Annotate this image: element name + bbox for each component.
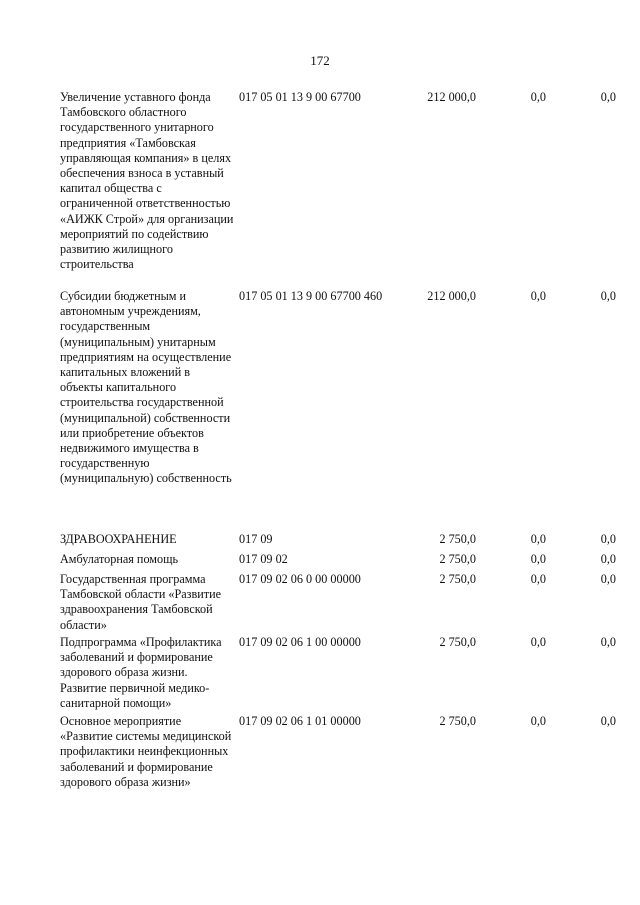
row-amount-2: 0,0	[530, 572, 546, 586]
row-amount-2: 0,0	[530, 532, 546, 546]
row-amount-1: 2 750,0	[439, 532, 476, 546]
row-name: Амбулаторная помощь	[60, 552, 179, 566]
row-code: 017 09 02	[239, 552, 288, 566]
row-name: Государственная программа Тамбовской области «Развитие здравоохранения Тамбовской области»	[60, 572, 222, 632]
row-name: Увеличение уставного фонда Тамбовского областного государственного унитарного предприятия «Тамбовская управляющая компания» в целях обеспечения взноса в уставный капитал общества с ограниченной ответственностью «АИЖК Строй» для организации мероприятий по содействию развитию жилищного строительства	[60, 90, 234, 272]
row-name: Подпрограмма «Профилактика заболеваний и формирование здорового образа жизни. Развитие первичной медико-санитарной помощи»	[60, 635, 222, 710]
row-code: 017 09 02 06 1 01 00000	[239, 714, 361, 728]
row-amount-1: 2 750,0	[439, 714, 476, 728]
row-amount-2: 0,0	[530, 635, 546, 649]
page-number: 172	[310, 53, 330, 68]
row-code: 017 05 01 13 9 00 67700 460	[239, 289, 383, 303]
row-amount-2: 0,0	[530, 90, 546, 104]
row-code: 017 09	[239, 532, 273, 546]
row-amount-3: 0,0	[600, 572, 616, 586]
row-amount-2: 0,0	[530, 714, 546, 728]
row-name: Основное мероприятие «Развитие системы медицинской профилактики неинфекционных заболеваний и формирование здорового образа жизни»	[60, 714, 232, 789]
row-code: 017 09 02 06 1 00 00000	[239, 635, 361, 649]
row-amount-1: 2 750,0	[439, 552, 476, 566]
row-amount-3: 0,0	[600, 532, 616, 546]
row-amount-3: 0,0	[600, 289, 616, 303]
row-amount-2: 0,0	[530, 552, 546, 566]
row-amount-1: 212 000,0	[427, 289, 476, 303]
row-amount-1: 212 000,0	[427, 90, 476, 104]
row-name: Субсидии бюджетным и автономным учреждениям, государственным (муниципальным) унитарным предприятиям на осуществление капитальных вложений в объекты капитального строительства государственной (муниципальной) собственности или приобретение объектов недвижимого имущества в государственную (муниципальную) собственность	[60, 289, 232, 486]
row-amount-3: 0,0	[600, 90, 616, 104]
row-amount-3: 0,0	[600, 714, 616, 728]
row-amount-1: 2 750,0	[439, 572, 476, 586]
row-name: ЗДРАВООХРАНЕНИЕ	[60, 532, 177, 546]
row-amount-1: 2 750,0	[439, 635, 476, 649]
row-amount-3: 0,0	[600, 552, 616, 566]
row-amount-2: 0,0	[530, 289, 546, 303]
row-amount-3: 0,0	[600, 635, 616, 649]
row-code: 017 09 02 06 0 00 00000	[239, 572, 361, 586]
row-code: 017 05 01 13 9 00 67700	[239, 90, 361, 104]
